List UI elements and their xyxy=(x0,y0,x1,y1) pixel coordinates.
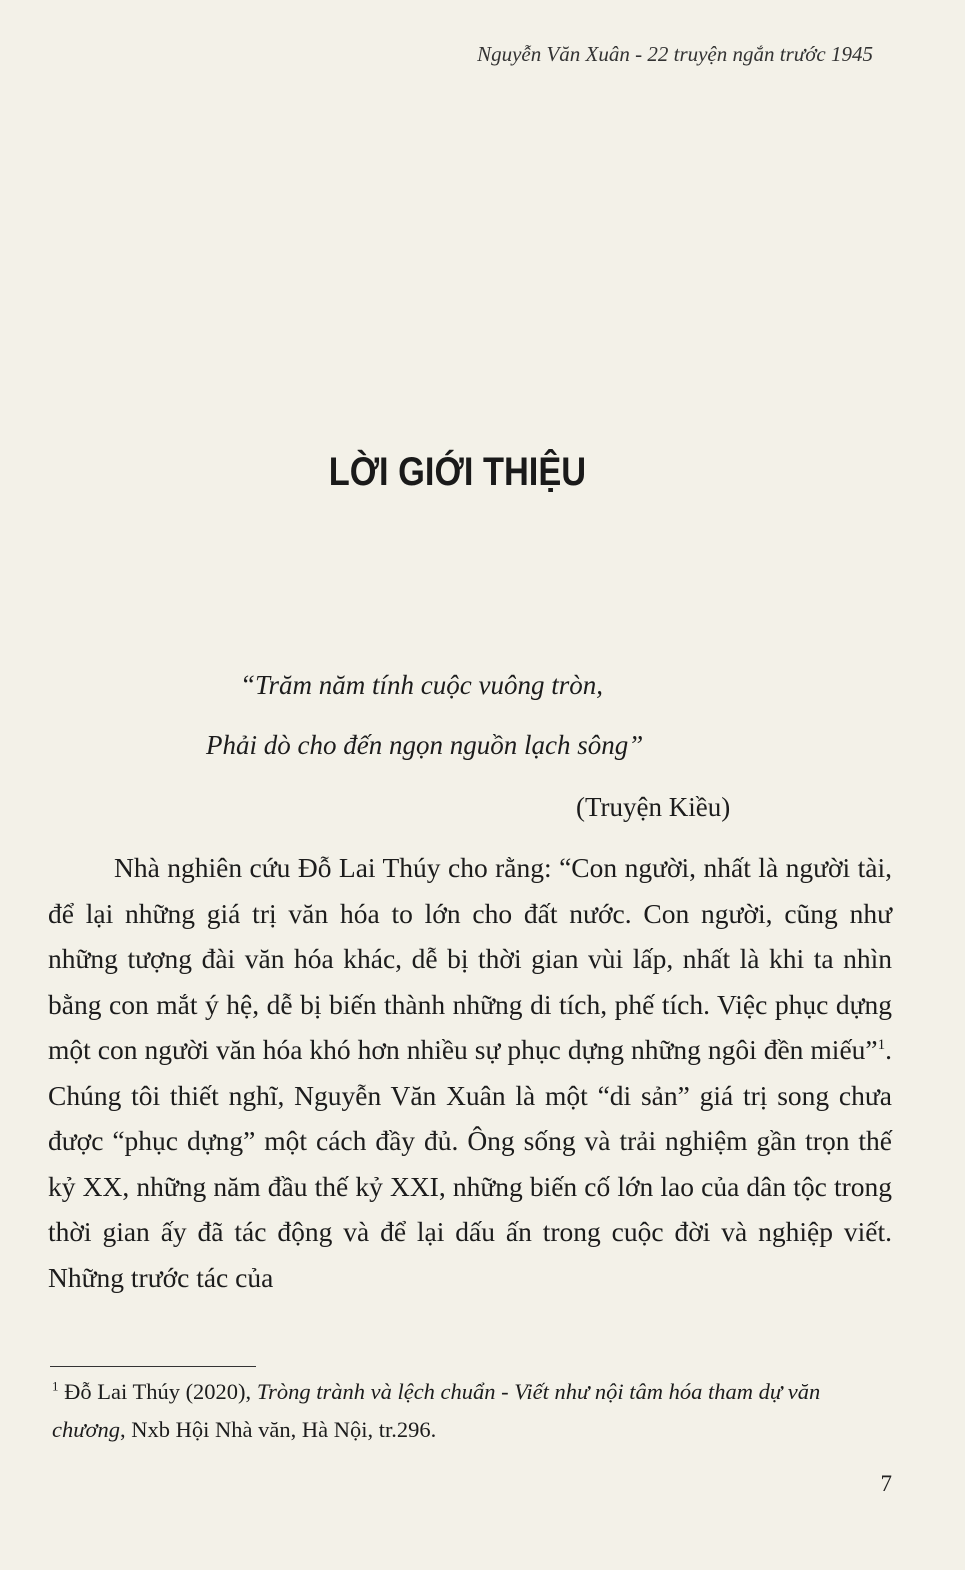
footnote-author-year: Đỗ Lai Thúy (2020), xyxy=(58,1379,257,1404)
body-paragraph xyxy=(48,845,892,1300)
chapter-title: LỜI GIỚI THIỆU xyxy=(328,450,587,494)
footnote-title: Tròng trành và lệch chuẩn - Viết như nội tâm hóa tham dự văn chương xyxy=(52,1379,821,1442)
footnote-reference: 1 xyxy=(877,1036,886,1053)
footnote xyxy=(52,1373,892,1449)
body-text-part-1: Nhà nghiên cứu Đỗ Lai Thúy cho rằng: “Con người, nhất là người tài, để lại những giá trị văn hóa to lớn cho đất nước. Con người, cũng như những tượng đài văn hóa khác, dễ bị thời gian vùi lấp, nhất là khi ta nhìn bằng con mắt ý hệ, dễ bị biến thành những di tích, phế tích. Việc phục dựng một con người văn hóa khó hơn nhiều sự phục dựng những ngôi đền miếu” xyxy=(48,852,892,1065)
epigraph-line-2: Phải dò cho đến ngọn nguồn lạch sông” xyxy=(206,730,644,760)
body-text-part-2: . Chúng tôi thiết nghĩ, Nguyễn Văn Xuân là một “di sản” giá trị song chưa được “phục dựng” một cách đầy đủ. Ông sống và trải nghiệm gần trọn thế kỷ XX, những năm đầu thế kỷ XXI, những biến cố lớn lao của dân tộc trong thời gian ấy đã tác động và để lại dấu ấn trong cuộc đời và nghiệp viết. Những trước tác của xyxy=(48,1034,892,1293)
footnote-divider xyxy=(50,1366,256,1367)
page-number: 7 xyxy=(880,1471,892,1496)
epigraph-line-1: “Trăm năm tính cuộc vuông tròn, xyxy=(240,670,604,700)
footnote-marker: 1 xyxy=(52,1378,59,1394)
epigraph-source: (Truyện Kiều) xyxy=(576,792,731,822)
footnote-publisher: , Nxb Hội Nhà văn, Hà Nội, tr.296. xyxy=(120,1417,437,1442)
running-header: Nguyễn Văn Xuân - 22 truyện ngắn trước 1945 xyxy=(477,42,873,66)
